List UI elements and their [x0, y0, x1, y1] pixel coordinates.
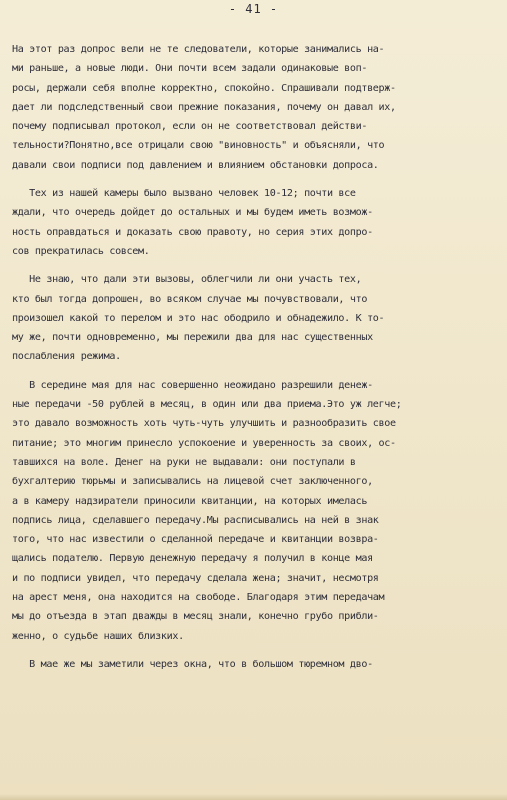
- text-line: того, что нас известили о сделанной передаче и квитанции возвра-: [12, 534, 379, 546]
- text-line: В середине мая для нас совершенно неожидано разрешили денеж-: [12, 379, 373, 391]
- text-line: ность оправдаться и доказать свою правоту, но серия этих допро-: [12, 226, 373, 238]
- text-line: Не знаю, что дали эти вызовы, облегчили ли они участь тех,: [12, 274, 362, 286]
- text-line: дает ли подследственный свои прежние показания, почему он давал их,: [12, 101, 396, 113]
- text-line: В мае же мы заметили через окна, что в большом тюремном дво-: [12, 658, 373, 670]
- page-edge-shadow: [0, 794, 507, 800]
- text-line: послабления режима.: [12, 351, 121, 363]
- paragraph-gap: [12, 175, 498, 184]
- paragraph-gap: [12, 646, 498, 655]
- document-text: [12, 40, 498, 674]
- text-line: сов прекратилась совсем.: [12, 245, 150, 257]
- paragraph: [12, 184, 498, 261]
- text-line: росы, держали себя вполне корректно, спокойно. Спрашивали подтверж-: [12, 82, 396, 94]
- text-line: почему подписывал протокол, если он не соответствовал действи-: [12, 121, 368, 133]
- text-line: Тех из нашей камеры было вызвано человек 10-12; почти все: [12, 188, 356, 200]
- paragraph-gap: [12, 367, 498, 376]
- text-line: тавшихся на воле. Денег на руки не выдавали: они поступали в: [12, 456, 356, 468]
- paragraph: [12, 270, 498, 366]
- text-line: и по подписи увидел, что передачу сделала жена; значит, несмотря: [12, 572, 379, 584]
- text-line: ждали, что очередь дойдет до остальных и мы будем иметь возмож-: [12, 207, 373, 219]
- text-line: кто был тогда допрошен, во всяком случае мы почувствовали, что: [12, 293, 368, 305]
- text-line: женно, о судьбе наших близких.: [12, 630, 184, 642]
- text-line: щались подателю. Первую денежную передачу я получил в конце мая: [12, 553, 373, 565]
- text-line: подпись лица, сделавшего передачу.Мы расписывались на ней в знак: [12, 514, 379, 526]
- text-line: На этот раз допрос вели не те следователи, которые занимались на-: [12, 44, 385, 55]
- page-number: - 41 -: [228, 2, 279, 16]
- paragraph: [12, 376, 498, 646]
- text-line: ные передачи -50 рублей в месяц, в один или два приема.Это уж легче;: [12, 399, 402, 411]
- text-line: му же, почти одновременно, мы пережили два для нас существенных: [12, 332, 373, 344]
- paragraph-gap: [12, 261, 498, 270]
- text-line: питание; это многим принесло успокоение и уверенность за своих, ос-: [12, 437, 396, 449]
- text-line: произошел какой то перелом и это нас ободрило и обнадежило. К то-: [12, 312, 385, 324]
- text-line: мы до отъезда в этап дважды в месяц знали, конечно грубо прибли-: [12, 611, 379, 623]
- paragraph: [12, 40, 498, 175]
- text-line: на арест меня, она находится на свободе. Благодаря этим передачам: [12, 592, 385, 604]
- text-line: давали свои подписи под давлением и влиянием обстановки допроса.: [12, 159, 379, 171]
- text-line: это давало возможность хоть чуть-чуть улучшить и разнообразить свое: [12, 418, 396, 430]
- paragraph: [12, 655, 498, 674]
- text-line: ми раньше, а новые люди. Они почти всем задали одинаковые воп-: [12, 63, 368, 75]
- text-line: тельности?Понятно,все отрицали свою "виновность" и объясняли, что: [12, 140, 385, 152]
- text-line: а в камеру надзиратели приносили квитанции, на которых имелась: [12, 495, 368, 507]
- text-line: бухгалтерию тюрьмы и записывались на лицевой счет заключенного,: [12, 476, 373, 488]
